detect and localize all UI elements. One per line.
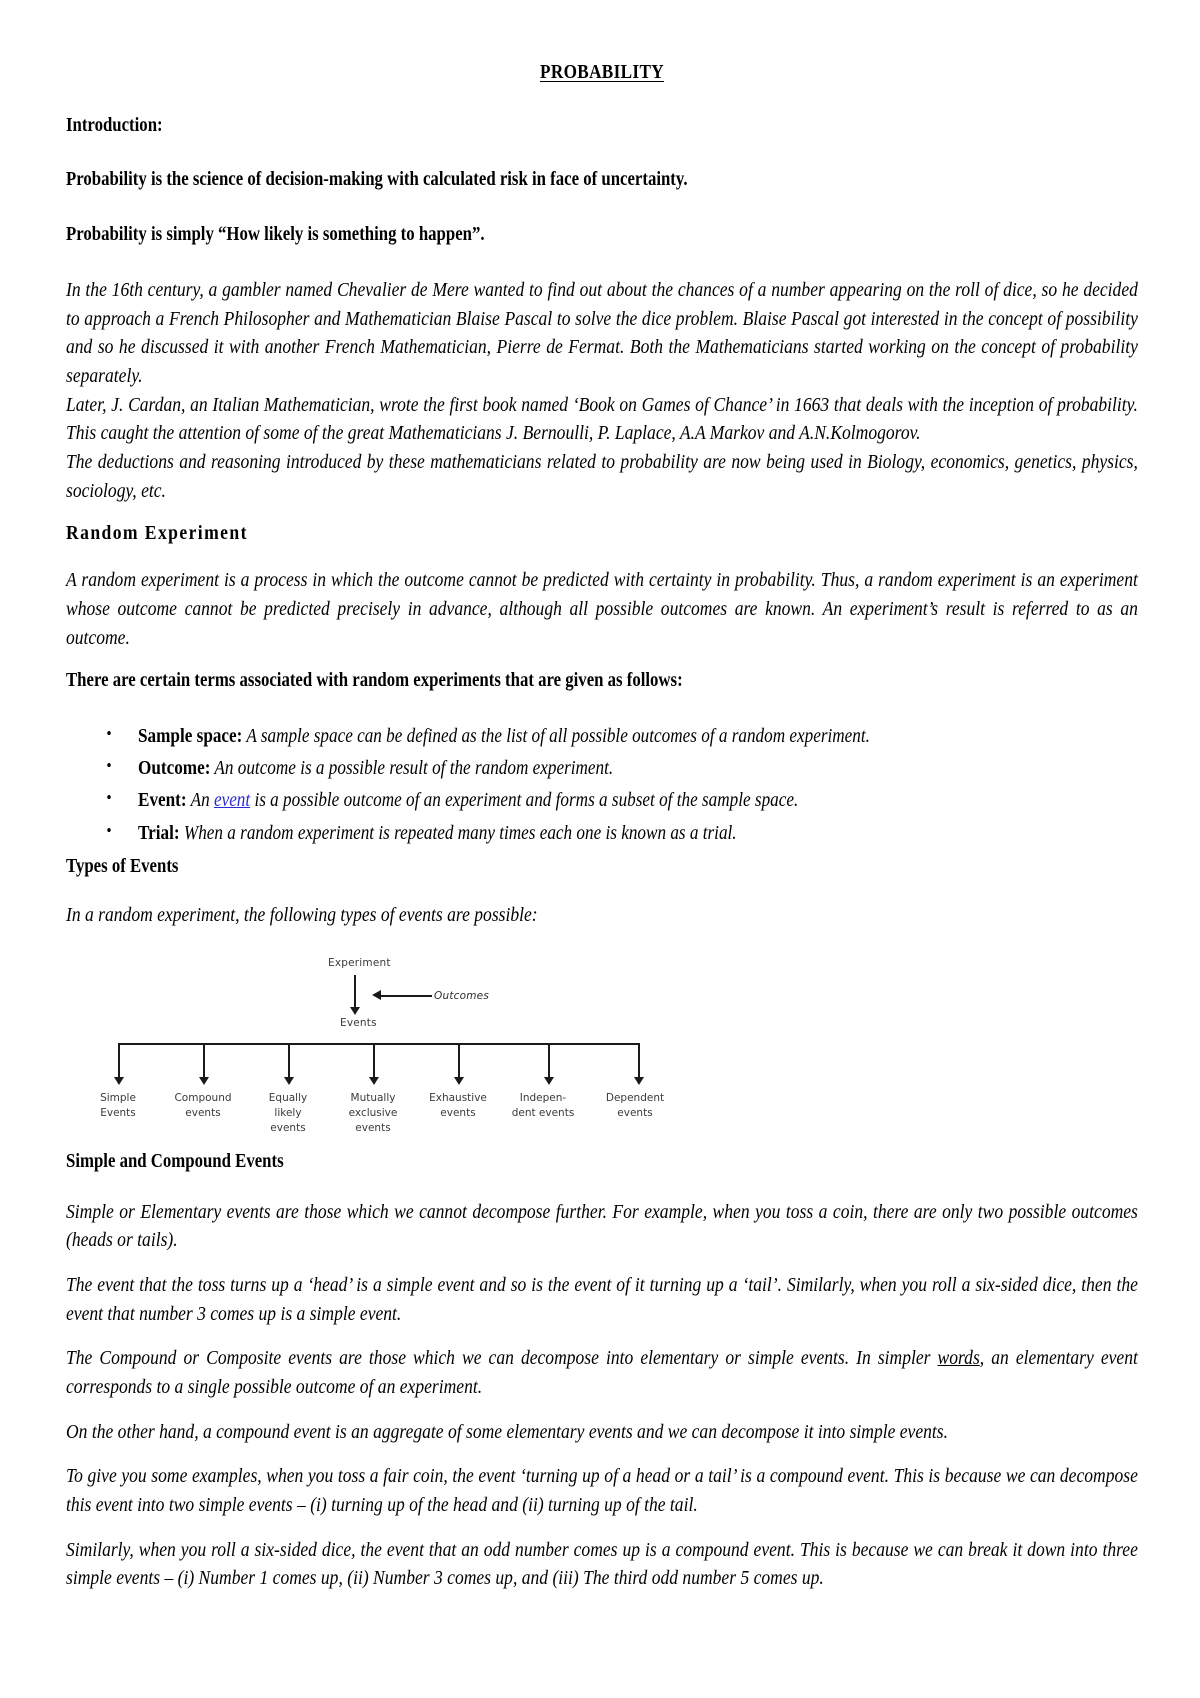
- leaf-line: likely: [274, 1106, 302, 1119]
- leaf-line: events: [270, 1121, 306, 1134]
- leaf-line: dent events: [511, 1106, 575, 1119]
- simple-compound-paragraph-3: [66, 1345, 1138, 1402]
- simple-compound-paragraph-4: On the other hand, a compound event is an aggregate of some elementary events and we can decompose it into simple events.: [66, 1421, 949, 1443]
- leaf-line: Compound: [174, 1091, 232, 1104]
- leaf-line: Dependent: [605, 1091, 665, 1104]
- list-item: [138, 785, 1018, 817]
- diagram-branch-stem: [373, 1043, 375, 1081]
- terms-lead-in: There are certain terms associated with random experiments that are given as follows:: [66, 670, 683, 692]
- introduction-heading: Introduction:: [66, 115, 163, 136]
- leaf-line: Simple: [100, 1091, 136, 1104]
- leaf-line: events: [185, 1106, 221, 1119]
- random-experiment-body: A random experiment is a process in which the outcome cannot be predicted with certainty in probability. Thus, a random experiment is an experiment whose outcome cannot be predicted precisely in advance, although all possible outcomes are known. An experiment’s result is referred to as an outcome.: [66, 570, 1138, 649]
- diagram-leaf-exhaustive-events: [419, 1091, 497, 1121]
- diagram-root-stem-line: [354, 975, 356, 1009]
- diagram-leaf-simple-events: [79, 1091, 157, 1121]
- diagram-outcomes-label: Outcomes: [434, 989, 489, 1002]
- arrow-down-icon: [634, 1077, 644, 1085]
- diagram-outcomes-line: [380, 995, 432, 997]
- simple-compound-paragraph-6: Similarly, when you roll a six-sided dice, the event that an odd number comes up is a compound event. This is because we can break it down into three simple events – (i) Number 1 comes up, (ii) Number 3 comes up, and (iii) The third odd number 5 comes up.: [66, 1539, 1138, 1590]
- term-definition: A sample space can be defined as the list of all possible outcomes of a random experiment.: [242, 725, 870, 747]
- page-title: PROBABILITY: [539, 62, 665, 83]
- arrow-down-icon: [350, 1007, 360, 1015]
- history-paragraph-1: In the 16th century, a gambler named Chevalier de Mere wanted to find out about the chances of a number appearing on the roll of dice, so he decided to approach a French Philosopher and Mathematician Blaise Pascal to solve the dice problem. Blaise Pascal got interested in the concept of possibility and so he discussed it with another French Mathematician, Pierre de Fermat. Both the Mathematicians started working on the concept of probability separately.: [66, 280, 1138, 388]
- list-item: [138, 753, 1018, 785]
- diagram-leaf-dependent-events: [596, 1091, 674, 1121]
- terms-list: [66, 721, 1138, 850]
- heading-simple-and-compound-events: Simple and Compound Events: [66, 1150, 284, 1172]
- diagram-branch-stem: [638, 1043, 640, 1081]
- diagram-events-label: Events: [340, 1016, 377, 1029]
- term-definition-after-link: is a possible outcome of an experiment and forms a subset of the sample space.: [250, 790, 799, 812]
- diagram-leaf-independent-events: [504, 1091, 582, 1121]
- term-label: Outcome:: [138, 758, 211, 780]
- history-paragraph-2: Later, J. Cardan, an Italian Mathematician, wrote the first book named ‘Book on Games of Chance’ in 1663 that deals with the inception of probability. This caught the attention of some of the great Mathematicians J. Bernoulli, P. Laplace, A.A Markov and A.N.Kolmogorov.: [66, 394, 1138, 445]
- leaf-line: events: [440, 1106, 476, 1119]
- term-label: Trial:: [138, 822, 180, 844]
- arrow-down-icon: [544, 1077, 554, 1085]
- list-item: [138, 721, 1018, 753]
- simple-compound-paragraph-2: The event that the toss turns up a ‘head’ is a simple event and so is the event of it turning up a ‘tail’. Similarly, when you roll a six-sided dice, then the event that number 3 comes up is a simple event.: [66, 1275, 1138, 1325]
- diagram-distribution-bar: [118, 1043, 640, 1045]
- leaf-line: Equally: [268, 1091, 308, 1104]
- diagram-leaf-equally-likely-events: [249, 1091, 327, 1136]
- heading-types-of-events: Types of Events: [66, 856, 179, 878]
- diagram-branch-stem: [118, 1043, 120, 1081]
- arrow-down-icon: [369, 1077, 379, 1085]
- simple-compound-paragraph-5: To give you some examples, when you toss a fair coin, the event ‘turning up of a head or a tail’ is a compound event. This is because we can decompose this event into two simple events – (i) turning up of the head and (ii) turning up of the tail.: [66, 1466, 1138, 1517]
- arrow-down-icon: [199, 1077, 209, 1085]
- list-item: [138, 818, 1018, 850]
- leaf-line: Exhaustive: [429, 1091, 487, 1104]
- leaf-line: Indepen-: [519, 1091, 567, 1104]
- term-definition: When a random experiment is repeated many times each one is known as a trial.: [179, 822, 737, 844]
- paragraph-text-after-underline: , an elementary event corresponds to a single possible outcome of an experiment.: [66, 1348, 1138, 1399]
- arrow-down-icon: [454, 1077, 464, 1085]
- term-label: Sample space:: [138, 725, 243, 747]
- simple-compound-paragraph-1: Simple or Elementary events are those which we cannot decompose further. For example, when you toss a coin, there are only two possible outcomes (heads or tails).: [66, 1201, 1138, 1252]
- history-paragraph-3: The deductions and reasoning introduced by these mathematicians related to probability are now being used in Biology, economics, genetics, physics, sociology, etc.: [66, 452, 1138, 502]
- diagram-leaf-compound-events: [164, 1091, 242, 1121]
- tagline-how-likely: Probability is simply “How likely is something to happen”.: [66, 223, 485, 245]
- arrow-left-icon: [372, 990, 381, 1000]
- tagline-science-of-decision-making: Probability is the science of decision-making with calculated risk in face of uncertainty.: [66, 169, 688, 191]
- heading-random-experiment: Random Experiment: [66, 522, 248, 545]
- leaf-line: events: [617, 1106, 653, 1119]
- event-types-diagram: [100, 956, 665, 1134]
- leaf-line: events: [355, 1121, 391, 1134]
- term-definition: An outcome is a possible result of the random experiment.: [210, 758, 614, 780]
- types-of-events-lead: In a random experiment, the following types of events are possible:: [66, 905, 538, 927]
- arrow-down-icon: [114, 1077, 124, 1085]
- diagram-leaf-mutually-exclusive-events: [334, 1091, 412, 1136]
- leaf-line: Mutually: [350, 1091, 396, 1104]
- term-label: Event:: [138, 790, 187, 812]
- diagram-branch-stem: [548, 1043, 550, 1081]
- term-definition-before-link: An: [186, 790, 214, 812]
- underlined-word: words: [937, 1348, 980, 1370]
- leaf-line: Events: [100, 1106, 136, 1119]
- arrow-down-icon: [284, 1077, 294, 1085]
- diagram-branch-stem: [203, 1043, 205, 1081]
- event-hyperlink[interactable]: event: [213, 790, 251, 812]
- paragraph-text-before-underline: The Compound or Composite events are those which we can decompose into elementary or simple events. In simpler: [66, 1348, 938, 1370]
- diagram-branch-stem: [288, 1043, 290, 1081]
- diagram-branch-stem: [458, 1043, 460, 1081]
- diagram-root-label: Experiment: [328, 956, 391, 969]
- leaf-line: exclusive: [348, 1106, 398, 1119]
